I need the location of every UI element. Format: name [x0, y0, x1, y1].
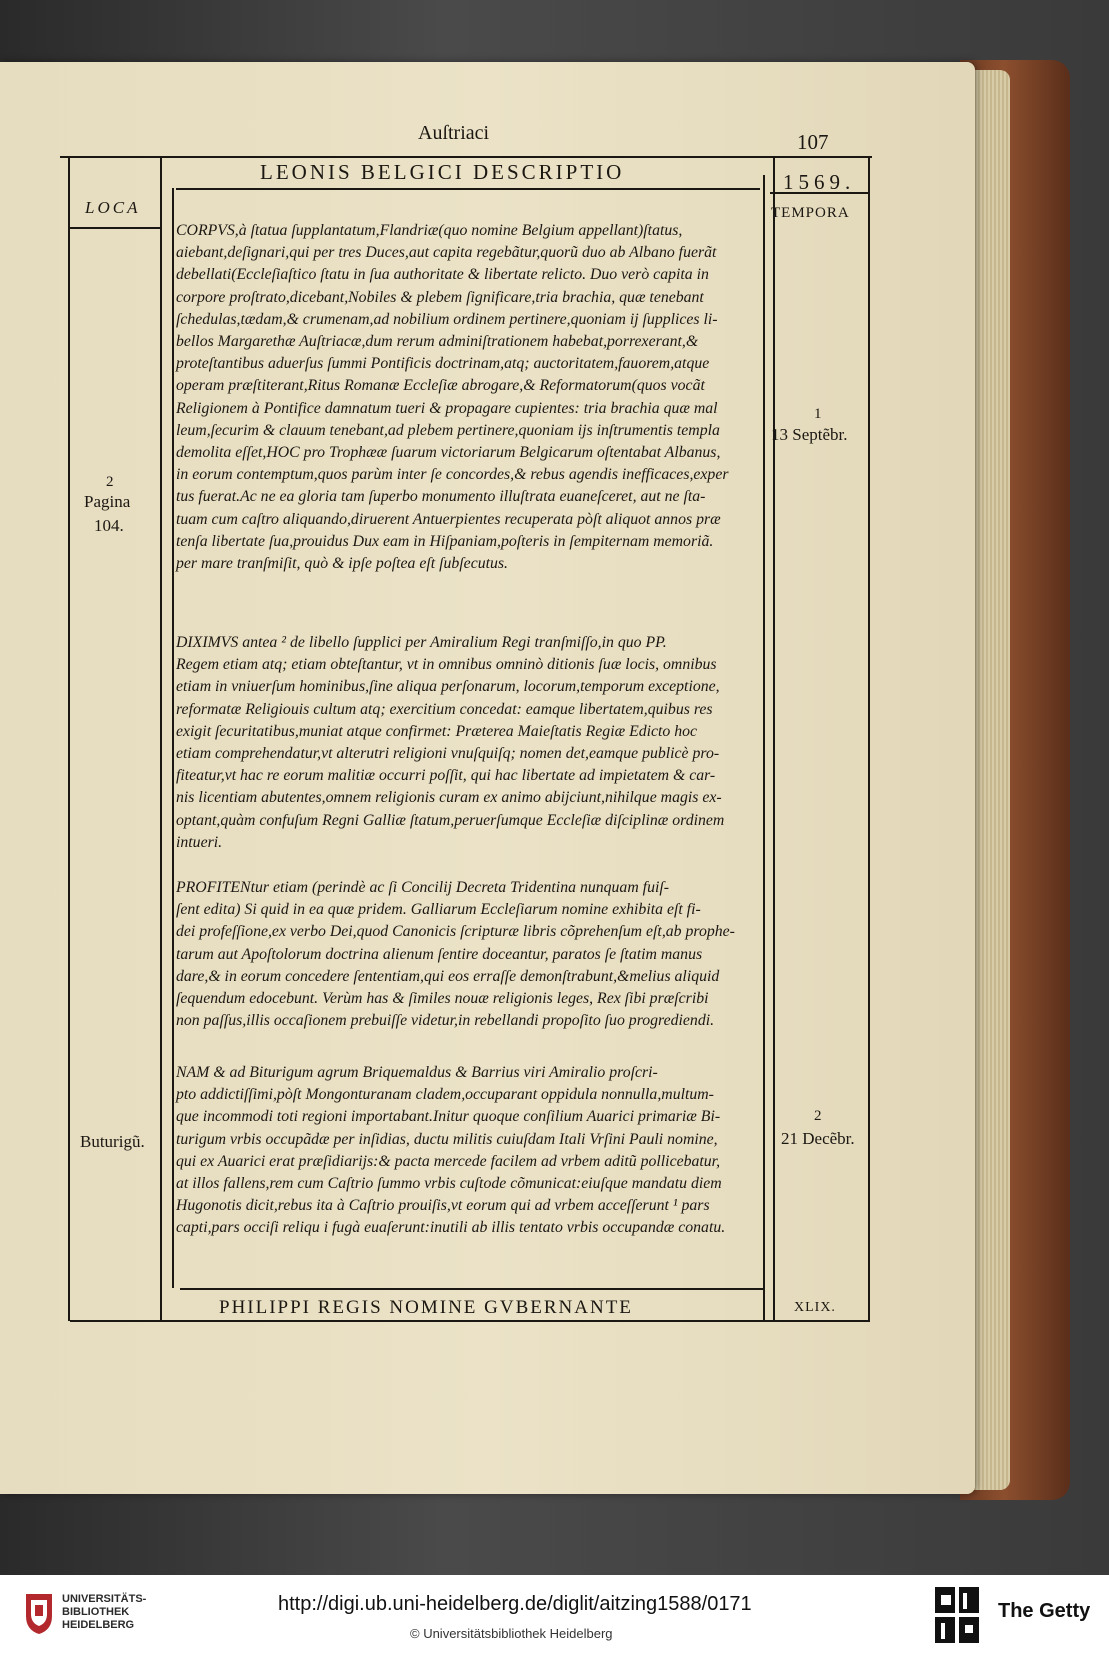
frame-right-outer: [868, 156, 870, 1321]
paragraph-corpus: CORPVS,à ſtatua ſupplantatum,Flandriæ(quo nomine Belgium appellant)ſtatus, aiebant,deſignari,qui per tres Duces,aut capita regebãtur,quorũ duo ab Albano fuerãt debellati(Eccleſiaſtico ſtatu in ſua authoritate & libertate relicto. Duo verò capita in corpore proſtrato,dicebant,Nobiles & plebem ſignificare,tria brachia, quæ tenebant ſchedulas,tædam,& crumenam,ad nobilium ordinem pertinere,quoniam ij ſupplices li- bellos Margarethæ Auſtriacæ,dum rerum adminiſtrationem habebat,porrexerant,& proteſtantibus aduerſus ſummi Pontificis doctrinam,atq; auctoritatem,fauorem,atque operam præſtiterant,Ritus Romanæ Eccleſiæ abrogare,& Reformatorum(quos vocãt Religionem à Pontifice damnatum tueri & propagare cupientes: tria brachia quæ mal leum,ſecurim & clauum tenebant,ad plebem pertinere,quoniam ijs inſtrumentis templa demolita eſſet,HOC pro Trophææ ſuarum victoriarum Belgicarum oſtentabat Albanus, in eorum contemptum,quos parùm inter ſe concordes,& rebus agendis inefficaces,exper tus fuerat.Ac ne ea gloria tam ſuperbo monumento illuſtrata euaneſceret, aut ne ſta- tuam cum caſtro aliquando,diruerent Antuerpientes recuperata pòſt aliquot annos præ tenſa libertate ſua,prouidus Dux eam in Hiſpaniam,poſteris in ſempiternam memoriã. per mare tranſmiſit, quò & ipſe poſtea eſt ſubſecutus.: [176, 222, 729, 573]
paragraph-nam: NAM & ad Biturigum agrum Briquemaldus & Barrius viri Amiralio proſcri- pto addictiſſimi,pòſt Mongonturanam cladem,occuparant oppidula nonnulla,multum- que incommodi toti regioni importabant.Initur quoque conſilium Auarici primariæ Bi- turigum vrbis occupãdæ per inſidias, ductu militis cuiuſdam Itali Vrſini Pauli nomine, qui ex Auarici erat præſidiarijs:& pacta mercede facilem ad vrbem aditũ pollicebatur, at illos fallens,rem cum Caſtrio ſummo vrbis cuſtode cõmunicat:eiuſque mandatu diem Hugonotis dicit,rebus ita à Caſtrio prouiſis,vt eorum qui ad vrbem acceſſerunt ¹ pars capti,pars occiſi reliqu i fugà euaſerunt:inutili ab illis tentato vrbis occupandæ conatu.: [176, 1064, 726, 1237]
paragraph-diximus: DIXIMVS antea ² de libello ſupplici per Amiralium Regi tranſmiſſo,in quo PP. Regem etiam atq; etiam obteſtantur, vt in omnibus omninò ditionis ſuæ locis, omnibus etiam in vniuerſum hominibus,ſine aliqua perſonarum, locorum,temporum exceptione, reformatæ Religiouis cultum atq; exercitium concedat: eamque libertatem,quibus res exigit ſecuritatibus,muniat atque confirmet: Præterea Maieſtatis Regiæ Edicto hoc etiam comprehendatur,vt alterutri religioni vnuſquiſq; nomen det,eamque publicè pro- fiteatur,vt hac re eorum malitiæ occurri poſſit, qui hac libertate ad impietatem & car- nis licentiam abutentes,omnem religionis curam ex animo abijciunt,nihilque magis ex- optant,quàm confuſum Regni Galliæ ſtatum,peruerſumque Eccleſiæ diſciplinæ ordinem intueri.: [176, 634, 725, 851]
margin-note-pagina-number: 2: [106, 474, 114, 490]
tempora-label: TEMPORA: [771, 205, 850, 221]
frame-bottom-rule: [70, 1320, 870, 1322]
frame-left-outer: [68, 156, 70, 1321]
frame-right-inner: [773, 156, 775, 1321]
copyright-notice: © Universitätsbibliothek Heidelberg: [410, 1626, 613, 1641]
margin-note-pagina-page: 104.: [94, 516, 124, 535]
getty-logo-icon: [935, 1587, 979, 1643]
margin-note-place: Buturigũ.: [80, 1132, 145, 1151]
bottom-title: PHILIPPI REGIS NOMINE GVBERNANTE: [219, 1297, 633, 1318]
getty-name: The Getty: [998, 1600, 1091, 1622]
university-logo-icon: [22, 1590, 56, 1636]
year-heading: 1569.: [783, 170, 856, 194]
university-name: UNIVERSITÄTS- BIBLIOTHEK HEIDELBERG: [62, 1593, 147, 1631]
margin-note-december-date: 21 Decẽbr.: [781, 1129, 855, 1148]
permalink-url[interactable]: http://digi.ub.uni-heidelberg.de/diglit/aitzing1588/0171: [278, 1593, 752, 1615]
frame-bottom-rule-inner: [180, 1288, 763, 1290]
paragraph-profitentur: PROFITENtur etiam (perindè ac ſi Concilij Decreta Tridentina nunquam fuiſ- ſent edita) Si quid in ea quæ pridem. Galliarum Eccleſiarum nomine exhibita eſt fi- dei profeſſione,ex verbo Dei,quod Canonicis ſcripturæ libris cõprehenſum eſt,ab prophe- tarum aut Apoſtolorum doctrina alienum ſentire doceantur, paratos ſe ſtatim manus dare,& in eorum concedere ſententiam,qui eos erraſſe demonſtrabunt,&melius aliquid ſequendum edocebunt. Verùm has & ſimiles nouæ religionis leges, Rex ſibi præſcribi non paſſus,illis occaſionem prebuiſſe videtur,in rebellandi propoſito ſuo progrediendi.: [176, 879, 735, 1030]
frame-top-rule: [60, 156, 872, 158]
frame-left-inner: [160, 156, 162, 1321]
margin-note-september-number: 1: [814, 406, 822, 422]
page-number: 107: [797, 130, 829, 154]
margin-note-pagina-label: Pagina: [84, 492, 131, 511]
signature-mark: XLIX.: [794, 1300, 836, 1315]
margin-note-december-number: 2: [814, 1108, 822, 1124]
frame-text-left: [172, 188, 174, 1288]
page-title: LEONIS BELGICI DESCRIPTIO: [260, 160, 625, 184]
margin-note-september-date: 13 Septẽbr.: [771, 425, 848, 444]
running-head: Auſtriaci: [418, 122, 490, 144]
loca-label: LOCA: [85, 198, 141, 217]
frame-top-rule-inner: [176, 188, 760, 190]
frame-text-right: [763, 175, 765, 1321]
viewer-footer: [0, 1575, 1109, 1654]
loca-rule: [70, 227, 160, 229]
